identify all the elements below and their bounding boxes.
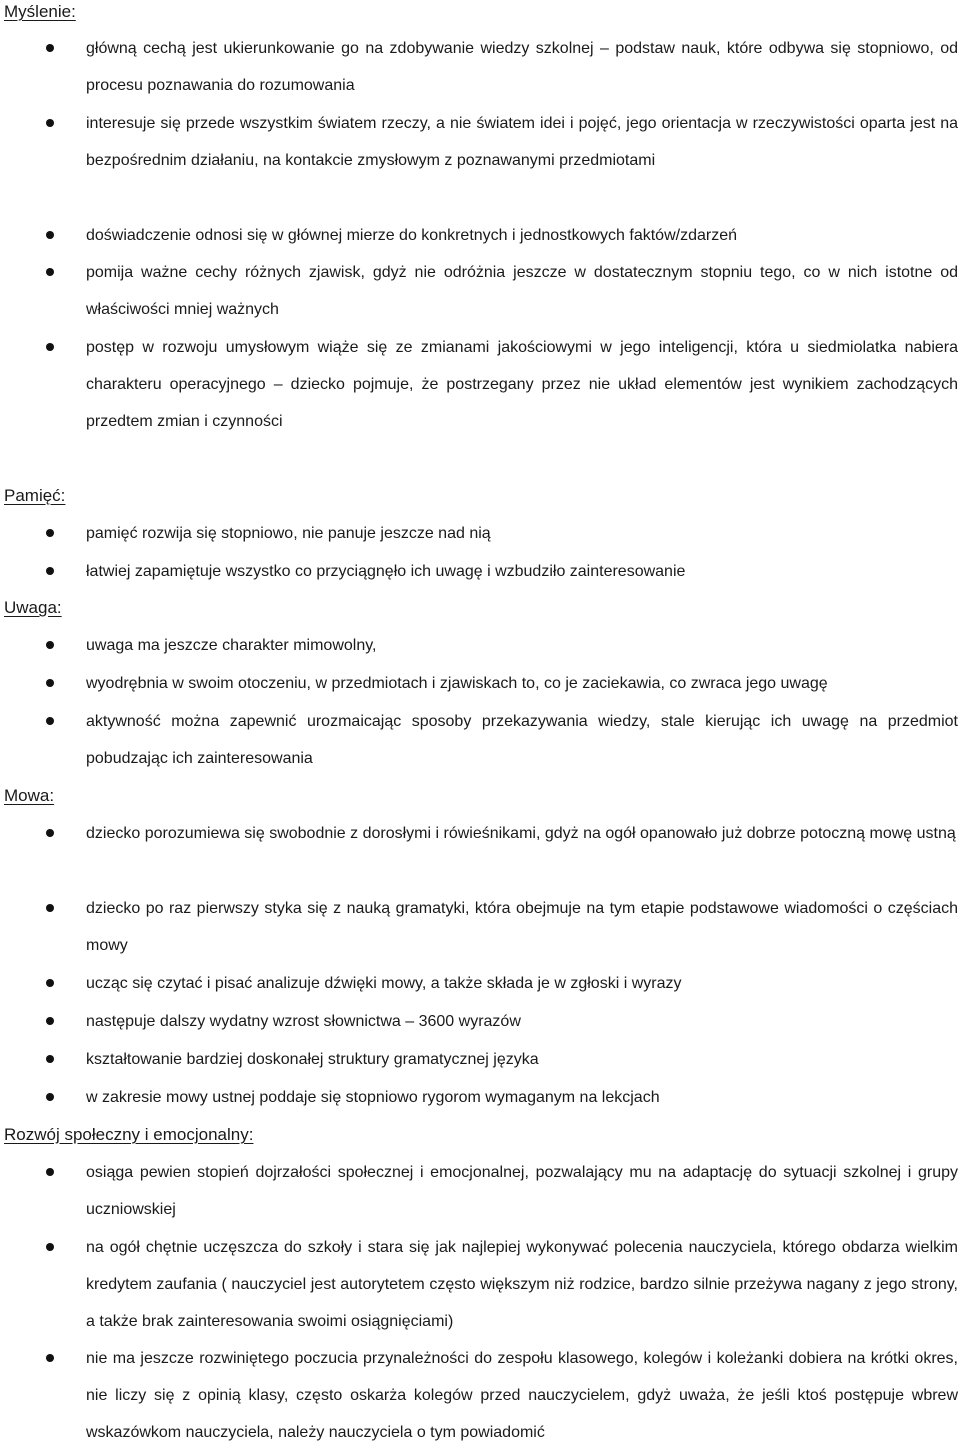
bullet-icon [46, 1055, 54, 1063]
section-heading: Myślenie: [4, 2, 76, 21]
bullet-icon [46, 1168, 54, 1176]
list-item: na ogół chętnie uczęszcza do szkoły i stara się jak najlepiej wykonywać polecenia nauczyciela, którego obdarza wielkim kredytem zaufania ( nauczyciel jest autorytetem często większym niż rodzice, bardzo silnie przeżywa nagany z jego strony, a także brak zainteresowania swoimi osiągnięciami) [86, 1229, 958, 1340]
bullet-icon [46, 44, 54, 52]
section-heading: Uwaga: [4, 598, 62, 617]
bullet-icon [46, 1093, 54, 1101]
bullet-icon [46, 529, 54, 537]
bullet-icon [46, 268, 54, 276]
list-item: w zakresie mowy ustnej poddaje się stopniowo rygorom wymaganym na lekcjach [86, 1079, 958, 1116]
bullet-icon [46, 119, 54, 127]
bullet-icon [46, 904, 54, 912]
bullet-icon [46, 979, 54, 987]
list-item: doświadczenie odnosi się w głównej mierze do konkretnych i jednostkowych faktów/zdarzeń [86, 217, 958, 254]
section-heading: Mowa: [4, 786, 55, 805]
list-item: główną cechą jest ukierunkowanie go na zdobywanie wiedzy szkolnej – podstaw nauk, które odbywa się stopniowo, od procesu poznawania do rozumowania [86, 30, 958, 104]
section-heading: Pamięć: [4, 486, 66, 505]
list-item: aktywność można zapewnić urozmaicając sposoby przekazywania wiedzy, stale kierując ich uwagę na przedmiot pobudzając ich zainteresowania [86, 703, 958, 777]
bullet-icon [46, 679, 54, 687]
list-item: ucząc się czytać i pisać analizuje dźwięki mowy, a także składa je w zgłoski i wyrazy [86, 965, 958, 1002]
list-item: interesuje się przede wszystkim światem rzeczy, a nie światem idei i pojęć, jego orientacja w rzeczywistości oparta jest na bezpośrednim działaniu, na kontakcie zmysłowym z poznawanymi przedmiotami [86, 105, 958, 179]
bullet-icon [46, 1017, 54, 1025]
list-item: wyodrębnia w swoim otoczeniu, w przedmiotach i zjawiskach to, co je zaciekawia, co zwraca jego uwagę [86, 665, 958, 702]
list-item: postęp w rozwoju umysłowym wiąże się ze zmianami jakościowymi w jego inteligencji, która u siedmiolatka nabiera charakteru operacyjnego – dziecko pojmuje, że postrzegany przez nie układ elementów jest wynikiem zachodzących przedtem zmian i czynności [86, 329, 958, 440]
list-item: osiąga pewien stopień dojrzałości społecznej i emocjonalnej, pozwalający mu na adaptację do sytuacji szkolnej i grupy uczniowskiej [86, 1154, 958, 1228]
list-item: pamięć rozwija się stopniowo, nie panuje jeszcze nad nią [86, 515, 958, 552]
bullet-icon [46, 567, 54, 575]
list-item: pomija ważne cechy różnych zjawisk, gdyż nie odróżnia jeszcze w dostatecznym stopniu tego, co w nich istotne od właściwości mniej ważnych [86, 254, 958, 328]
list-item: uwaga ma jeszcze charakter mimowolny, [86, 627, 958, 664]
list-item: następuje dalszy wydatny wzrost słownictwa – 3600 wyrazów [86, 1003, 958, 1040]
list-item: łatwiej zapamiętuje wszystko co przyciągnęło ich uwagę i wzbudziło zainteresowanie [86, 553, 958, 590]
list-item: nie ma jeszcze rozwiniętego poczucia przynależności do zespołu klasowego, kolegów i koleżanki dobiera na krótki okres, nie liczy się z opinią klasy, często oskarża kolegów przed nauczycielem, gdyż uważa, że jeśli ktoś postępuje wbrew wskazówkom nauczyciela, należy nauczyciela o tym powiadomić [86, 1340, 958, 1451]
list-item: kształtowanie bardziej doskonałej struktury gramatycznej języka [86, 1041, 958, 1078]
bullet-icon [46, 829, 54, 837]
bullet-icon [46, 1243, 54, 1251]
bullet-icon [46, 641, 54, 649]
bullet-icon [46, 717, 54, 725]
list-item: dziecko porozumiewa się swobodnie z dorosłymi i rówieśnikami, gdyż na ogół opanowało już dobrze potoczną mowę ustną [86, 815, 958, 852]
bullet-icon [46, 1354, 54, 1362]
bullet-icon [46, 343, 54, 351]
section-heading: Rozwój społeczny i emocjonalny: [4, 1125, 254, 1144]
bullet-icon [46, 231, 54, 239]
list-item: dziecko po raz pierwszy styka się z nauką gramatyki, która obejmuje na tym etapie podstawowe wiadomości o częściach mowy [86, 890, 958, 964]
